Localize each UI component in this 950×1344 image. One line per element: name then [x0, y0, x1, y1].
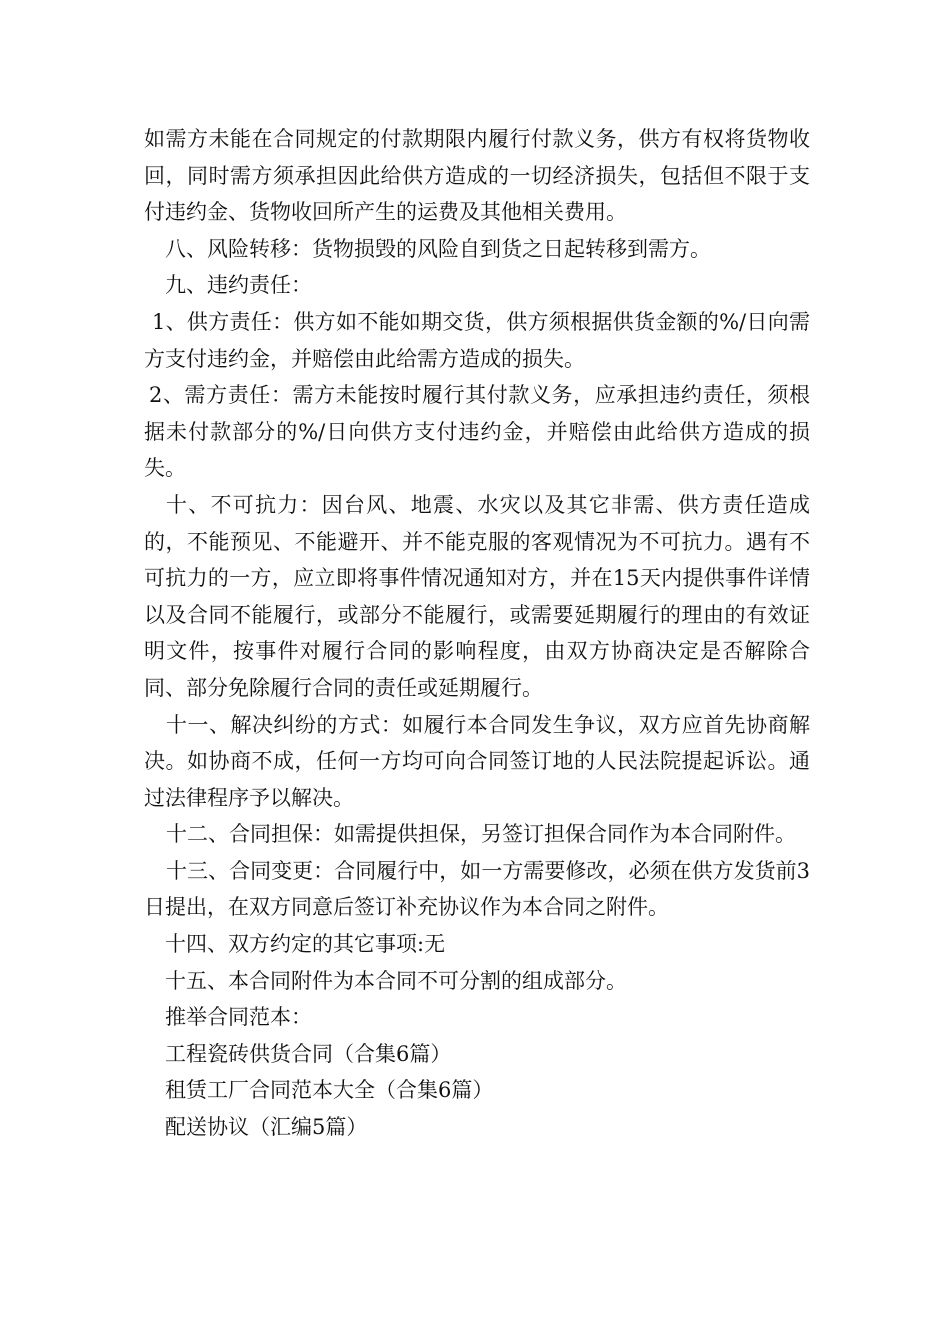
recommended-template-link[interactable]: 配送协议（汇编5篇）	[165, 1115, 368, 1140]
recommended-templates-heading: 推举合同范本：	[165, 1005, 312, 1030]
paragraph-dispute-resolution: 十一、解决纠纷的方式：如履行本合同发生争议，双方应首先协商解决。如协商不成，任何一方均可向合同签订地的人民法院提起诉讼。通过法律程序予以解决。	[144, 712, 810, 810]
recommended-template-link[interactable]: 租赁工厂合同范本大全（合集6篇）	[165, 1078, 494, 1103]
paragraph-risk-transfer: 八、风险转移：货物损毁的风险自到货之日起转移到需方。	[165, 236, 711, 261]
paragraph-force-majeure: 十、不可抗力：因台风、地震、水灾以及其它非需、供方责任造成的，不能预见、不能避开、并不能克服的客观情况为不可抗力。遇有不可抗力的一方，应立即将事件情况通知对方，并在15天内提供事件详情以及合同不能履行，或部分不能履行，或需要延期履行的理由的有效证明文件，按事件对履行合同的影响程度，由双方协商决定是否解除合同、部分免除履行合同的责任或延期履行。	[144, 492, 810, 700]
recommended-template-link[interactable]: 工程瓷砖供货合同（合集6篇）	[165, 1041, 452, 1066]
paragraph-supplier-liability: 1、供方责任：供方如不能如期交货，供方须根据供货金额的%/日向需方支付违约金，并赔偿由此给需方造成的损失。	[144, 309, 810, 371]
paragraph-contract-guarantee: 十二、合同担保：如需提供担保，另签订担保合同作为本合同附件。	[166, 822, 796, 847]
paragraph-other-matters: 十四、双方约定的其它事项:无	[165, 932, 446, 957]
paragraph-liability-heading: 九、违约责任：	[165, 273, 312, 298]
document-body	[144, 121, 810, 1146]
paragraph-buyer-liability: 2、需方责任：需方未能按时履行其付款义务，应承担违约责任，须根据未付款部分的%/日向供方支付违约金，并赔偿由此给供方造成的损失。	[144, 383, 810, 481]
paragraph-attachments: 十五、本合同附件为本合同不可分割的组成部分。	[165, 968, 627, 993]
paragraph-payment-default: 如需方未能在合同规定的付款期限内履行付款义务，供方有权将货物收回，同时需方须承担因此给供方造成的一切经济损失，包括但不限于支付违约金、货物收回所产生的运费及其他相关费用。	[144, 127, 810, 225]
paragraph-contract-change: 十三、合同变更：合同履行中，如一方需要修改，必须在供方发货前3日提出，在双方同意后签订补充协议作为本合同之附件。	[144, 858, 810, 920]
